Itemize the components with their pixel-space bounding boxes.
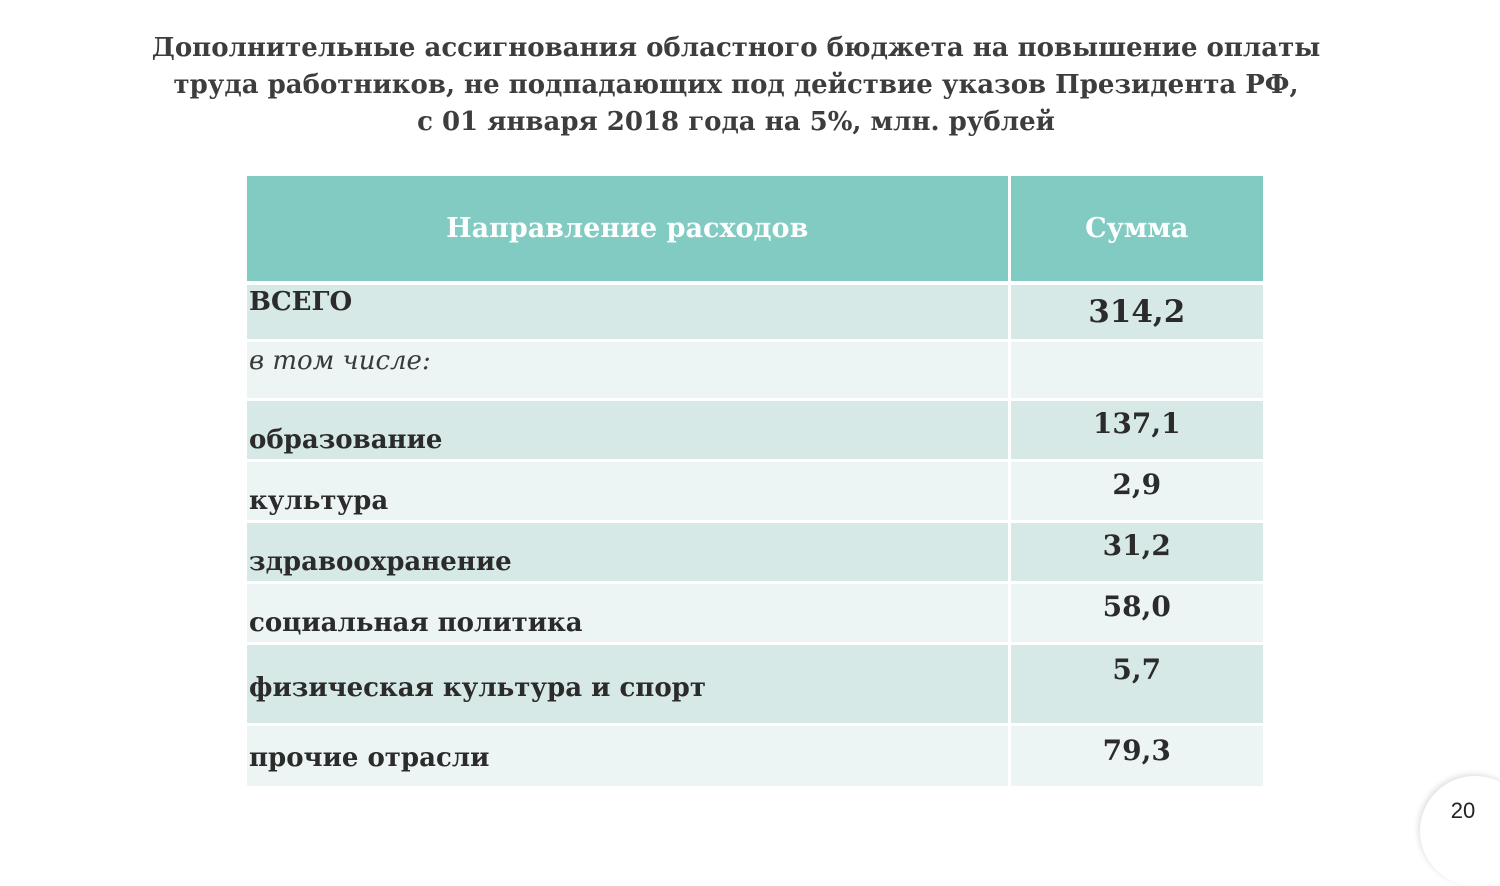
row-label: прочие отрасли bbox=[247, 725, 1009, 788]
table-row bbox=[247, 725, 1263, 788]
row-value: 58,0 bbox=[1009, 583, 1263, 644]
budget-table bbox=[247, 176, 1263, 789]
row-value: 5,7 bbox=[1009, 644, 1263, 725]
row-label: физическая культура и спорт bbox=[247, 644, 1009, 725]
row-value: 137,1 bbox=[1009, 400, 1263, 461]
table-row bbox=[247, 583, 1263, 644]
row-value: 79,3 bbox=[1009, 725, 1263, 788]
table-row bbox=[247, 400, 1263, 461]
row-label: образование bbox=[247, 400, 1009, 461]
row-label: в том числе: bbox=[247, 341, 1009, 400]
title-line-2: труда работников, не подпадающих под действие указов Президента РФ, bbox=[173, 70, 1299, 100]
header-direction: Направление расходов bbox=[247, 176, 1009, 283]
header-sum: Сумма bbox=[1009, 176, 1263, 283]
title-line-3: с 01 января 2018 года на 5%, млн. рублей bbox=[417, 107, 1055, 137]
table-row-total bbox=[247, 283, 1263, 341]
table-row-including bbox=[247, 341, 1263, 400]
row-label: здравоохранение bbox=[247, 522, 1009, 583]
table-row bbox=[247, 522, 1263, 583]
row-value: 31,2 bbox=[1009, 522, 1263, 583]
table-header-row bbox=[247, 176, 1263, 283]
row-label: ВСЕГО bbox=[247, 283, 1009, 341]
table-row bbox=[247, 644, 1263, 725]
row-label: культура bbox=[247, 461, 1009, 522]
title-line-1: Дополнительные ассигнования областного бюджета на повышение оплаты bbox=[151, 33, 1321, 63]
row-value: 314,2 bbox=[1009, 283, 1263, 341]
row-value: 2,9 bbox=[1009, 461, 1263, 522]
row-value bbox=[1009, 341, 1263, 400]
slide-title bbox=[0, 30, 1472, 141]
row-label: социальная политика bbox=[247, 583, 1009, 644]
page-number: 20 bbox=[1450, 798, 1476, 823]
page-corner bbox=[1420, 776, 1500, 886]
table-row bbox=[247, 461, 1263, 522]
